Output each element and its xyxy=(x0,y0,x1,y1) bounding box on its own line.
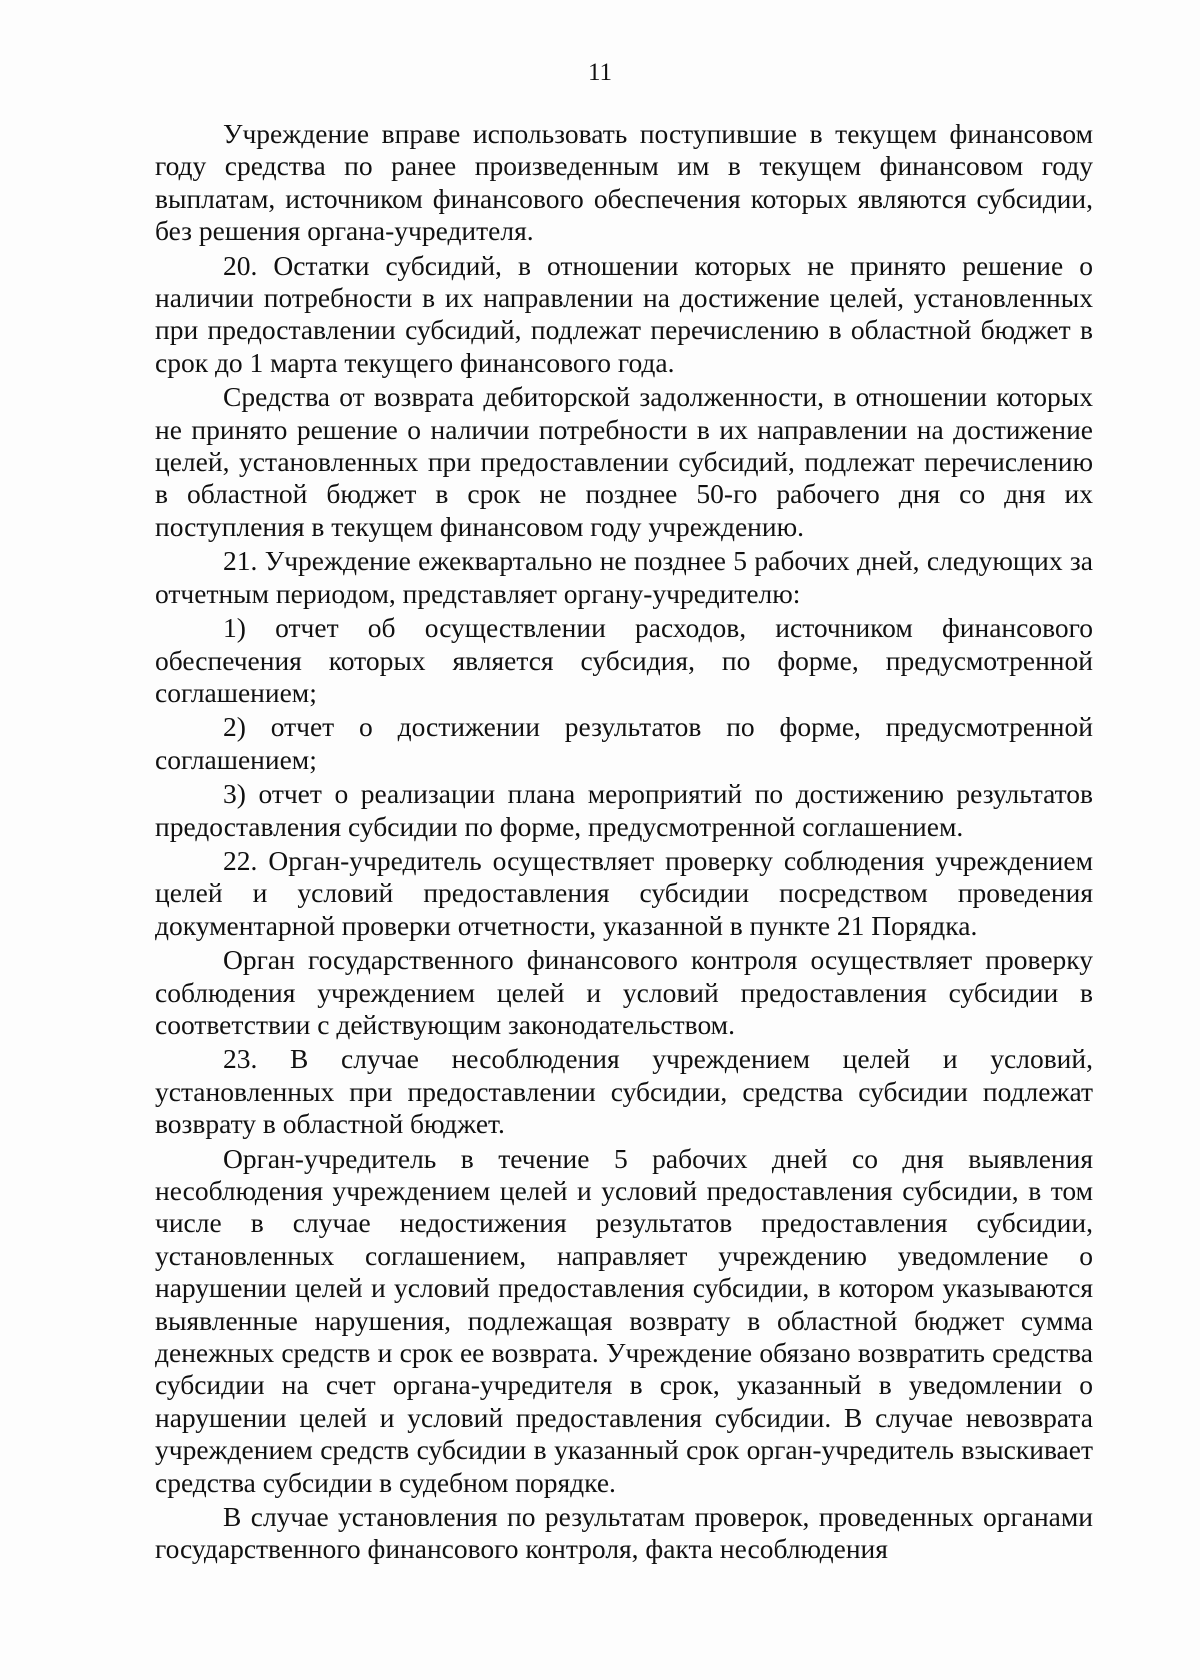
paragraph-21-quarterly-reports: 21. Учреждение ежеквартально не позднее 5 рабочих дней, следующих за отчетным периодом, представляет органу-учредителю: xyxy=(155,545,1093,609)
paragraph-institution-right: Учреждение вправе использовать поступившие в текущем финансовом году средства по ранее произведенным им в текущем финансовом году выплатам, источником финансового обеспечения которых являются субсидии, без решения органа-учредителя. xyxy=(155,118,1093,247)
paragraph-control-findings: В случае установления по результатам проверок, проведенных органами государственного финансового контроля, факта несоблюдения xyxy=(155,1501,1093,1565)
paragraph-founder-notification: Орган-учредитель в течение 5 рабочих дней со дня выявления несоблюдения учреждением целей и условий предоставления субсидии, в том числе в случае недостижения результатов предоставления субсидии, установленных соглашением, направляет учреждению уведомление о нарушении целей и условий предоставления субсидии, в котором указываются выявленные нарушения, подлежащая возврату в областной бюджет сумма денежных средств и срок ее возврата. Учреждение обязано возвратить средства субсидии на счет органа-учредителя в срок, указанный в уведомлении о нарушении целей и условий предоставления субсидии. В случае невозврата учреждением средств субсидии в указанный срок орган-учредитель взыскивает средства субсидии в судебном порядке. xyxy=(155,1142,1093,1498)
list-item-report-plan: 3) отчет о реализации плана мероприятий по достижению результатов предоставления субсидии по форме, предусмотренной соглашением. xyxy=(155,778,1093,842)
paragraph-state-financial-control: Орган государственного финансового контроля осуществляет проверку соблюдения учреждением целей и условий предоставления субсидии в соответствии с действующим законодательством. xyxy=(155,944,1093,1040)
list-item-report-results: 2) отчет о достижении результатов по форме, предусмотренной соглашением; xyxy=(155,711,1093,775)
paragraph-20-remainders: 20. Остатки субсидий, в отношении которых не принято решение о наличии потребности в их направлении на достижение целей, установленных при предоставлении субсидий, подлежат перечислению в областной бюджет в срок до 1 марта текущего финансового года. xyxy=(155,249,1093,378)
document-body xyxy=(155,118,1093,1566)
paragraph-23-non-compliance: 23. В случае несоблюдения учреждением целей и условий, установленных при предоставлении субсидии, средства субсидии подлежат возврату в областной бюджет. xyxy=(155,1043,1093,1140)
list-item-report-expenses: 1) отчет об осуществлении расходов, источником финансового обеспечения которых является субсидия, по форме, предусмотренной соглашением; xyxy=(155,612,1093,708)
paragraph-22-verification: 22. Орган-учредитель осуществляет проверку соблюдения учреждением целей и условий предоставления субсидии посредством проведения документарной проверки отчетности, указанной в пункте 21 Порядка. xyxy=(155,844,1093,941)
paragraph-receivables-return: Средства от возврата дебиторской задолженности, в отношении которых не принято решение о наличии потребности в их направлении на достижение целей, установленных при предоставлении субсидий, подлежат перечислению в областной бюджет в срок не позднее 50-го рабочего дня со дня их поступления в текущем финансовом году учреждению. xyxy=(155,381,1093,542)
page-number: 11 xyxy=(587,59,613,86)
